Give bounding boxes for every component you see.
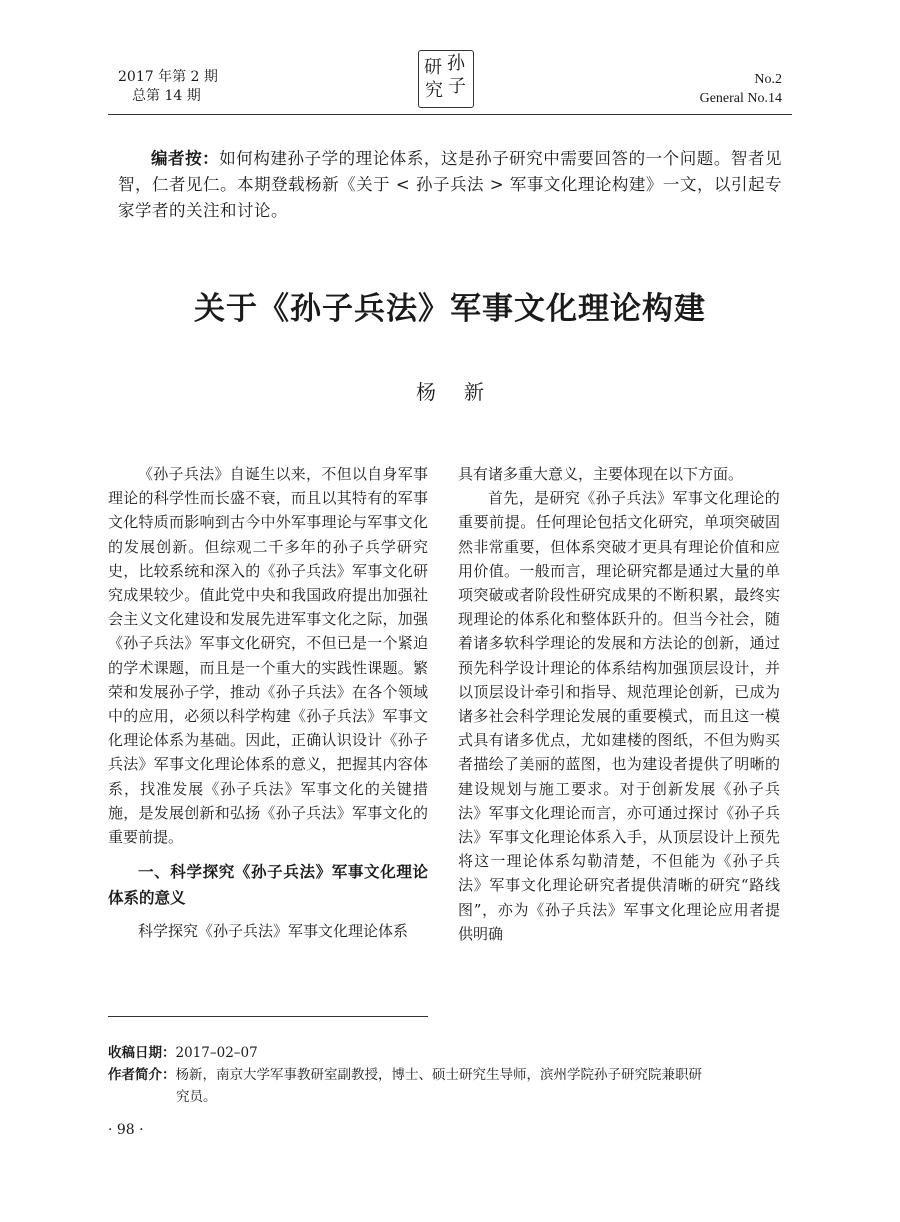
page-number: · 98 · (108, 1122, 144, 1138)
journal-logo (418, 50, 474, 108)
total-issue-number: 总第 14 期 (132, 88, 201, 104)
author-bio-continued: 究员。 (176, 1089, 217, 1105)
footnote-rule (108, 1016, 428, 1017)
first-point-body: 任何理论包括文化研究，单项突破固然非常重要，但体系突破才更具有理论价值和应用价值。一般而言，理论研究都是通过大量的单项突破或者阶段性研究成果的不断积累，最终实现理论的体系化和整体跃升的。但当今社会，随着诸多软科学理论的发展和方法论的创新，通过预先科学设计理论的体系结构加强顶层设计，并以顶层设计牵引和指导、规范理论创新，已成为诸多社会科学理论发展的重要模式，而且这一模式具有诸多优点，尤如建楼的图纸，不但为购买者描绘了美丽的蓝图，也为建设者提供了明晰的建设规划与施工要求。对于创新发展《孙子兵法》军事文化理论而言，亦可通过探讨《孙子兵法》军事文化理论体系入手，从顶层设计上预先将这一理论体系勾勒清楚，不但能为《孙子兵法》军事文化理论研究者提供清晰的研究“路线图”，亦为《孙子兵法》军事文化理论应用者提供明确 (458, 513, 780, 943)
intro-paragraph: 《孙子兵法》自诞生以来，不但以自身军事理论的科学性而长盛不衰，而且以其特有的军事文化特质而影响到古今中外军事理论与军事文化的发展创新。但综观二千多年的孙子兵学研究史，比较系统和深入的《孙子兵法》军事文化研究成果较少。值此党中央和我国政府提出加强社会主义文化建设和发展先进军事文化之际，加强《孙子兵法》军事文化研究，不但已是一个紧迫的学术课题，而且是一个重大的实践性课题。繁荣和发展孙子学，推动《孙子兵法》在各个领域中的应用，必须以科学构建《孙子兵法》军事文化理论体系为基础。因此，正确认识设计《孙子兵法》军事文化理论体系的意义，把握其内容体系，找准发展《孙子兵法》军事文化的关键措施，是发展创新和弘扬《孙子兵法》军事文化的重要前提。 (108, 465, 428, 847)
received-date: 2017–02–07 (175, 1045, 258, 1061)
logo-char-3: 究 (425, 80, 443, 101)
author-bio-line (108, 1064, 788, 1086)
logo-char-4: 子 (448, 76, 466, 97)
issue-info (118, 68, 218, 106)
footnote (108, 1042, 788, 1108)
logo-char-2: 孙 (447, 53, 465, 74)
author-bio: 杨新，南京大学军事教研室副教授，博士、硕士研究生导师，滨州学院孙子研究院兼职研 (175, 1067, 702, 1083)
english-issue-number: No.2 (754, 72, 782, 87)
article-title: 关于《孙子兵法》军事文化理论构建 (194, 291, 706, 327)
section-1-paragraph: 科学探究《孙子兵法》军事文化理论体系 (138, 922, 409, 941)
header-rule (108, 114, 792, 115)
right-column (458, 462, 780, 946)
issue-number: 2017 年第 2 期 (118, 69, 218, 85)
received-date-label: 收稿日期： (108, 1045, 176, 1061)
left-column (108, 462, 428, 943)
first-point-lead: 首先，是研究《孙子兵法》军事文化理论的重要前提。 (458, 489, 780, 532)
editor-note-text: 如何构建孙子学的理论体系，这是孙子研究中需要回答的一个问题。智者见智，仁者见仁。本期登载杨新《关于 < 孙子兵法 > 军事文化理论构建》一文，以引起专家学者的关注和讨论。 (118, 149, 783, 220)
section-1-continuation: 具有诸多重大意义，主要体现在以下方面。 (458, 465, 744, 483)
editor-note (118, 146, 782, 224)
english-general-number: General No.14 (699, 91, 782, 106)
issue-info-english (700, 70, 782, 108)
logo-char-1: 研 (424, 57, 442, 78)
first-point-paragraph (458, 486, 780, 946)
section-heading-1: 一、科学探究《孙子兵法》军事文化理论体系的意义 (108, 863, 428, 908)
article-author: 杨新 (416, 380, 512, 404)
editor-note-label: 编者按： (151, 149, 220, 168)
received-date-line (108, 1042, 788, 1064)
author-bio-label: 作者简介： (108, 1067, 176, 1083)
